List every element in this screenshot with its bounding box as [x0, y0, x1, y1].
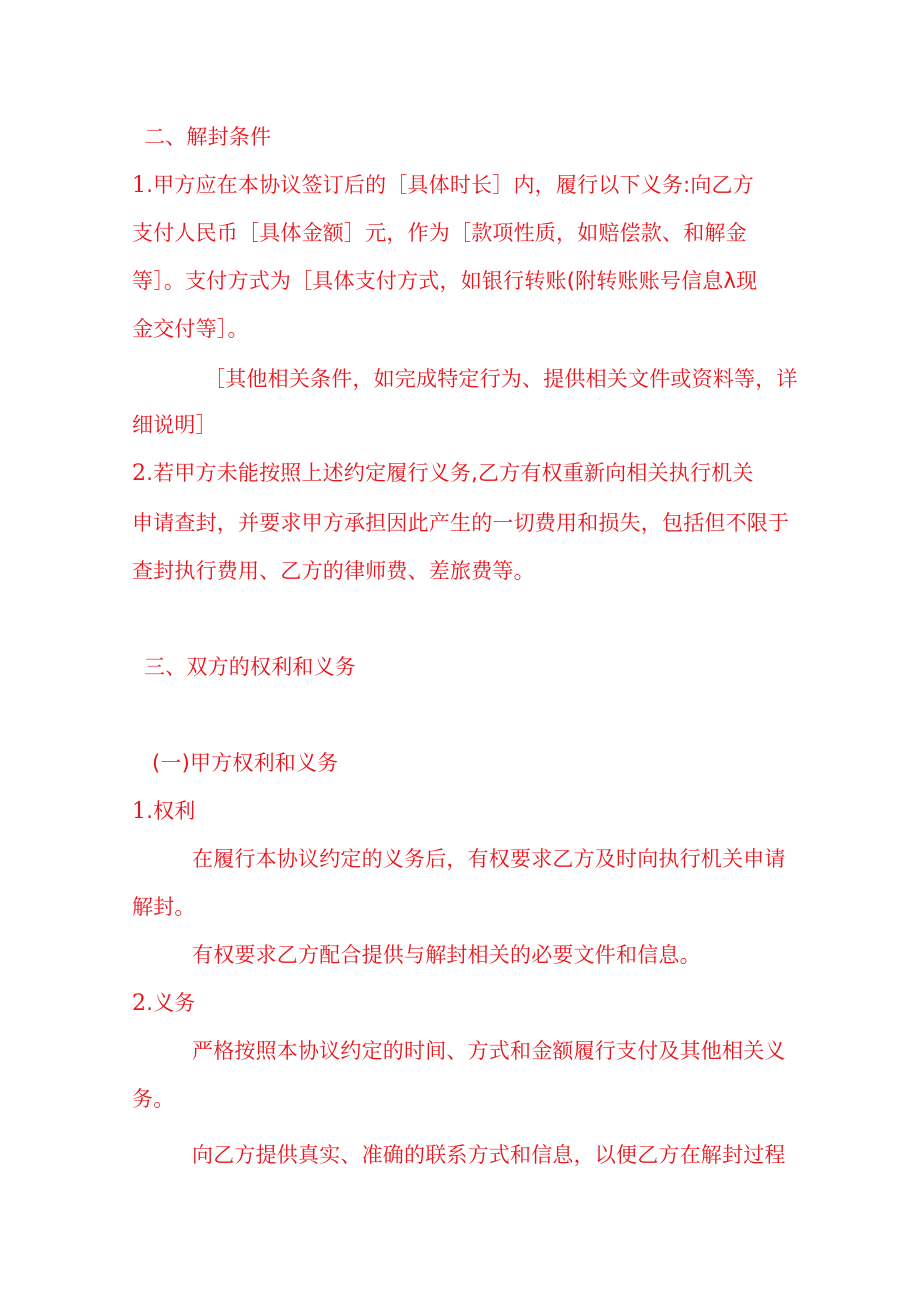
paragraph-line: ［其他相关条件，如完成特定行为、提供相关文件或资料等，详 [204, 367, 798, 391]
paragraph-line: 金交付等］。 [132, 317, 249, 341]
paragraph-line: 支付人民币［具体金额］元，作为［款项性质，如赔偿款、和解金 [132, 221, 747, 245]
paragraph-line: 等］。支付方式为［具体支付方式，如银行转账(附转账账号信息λ现 [132, 269, 758, 293]
section-heading-unsealing-conditions: 二、解封条件 [144, 125, 272, 149]
item-title-rights [132, 796, 195, 827]
line-text: .义务 [146, 991, 196, 1015]
line-text: .若甲方未能按照上述约定履行义务,乙方有权重新向相关执行机关 [146, 461, 754, 485]
paragraph-line: 细说明］ [132, 413, 217, 437]
paragraph-line: 查封执行费用、乙方的律师费、差旅费等。 [132, 559, 535, 583]
paragraph-line: 解封。 [132, 895, 196, 919]
paragraph-line [132, 170, 754, 201]
item-title-duties [132, 988, 195, 1019]
line-text: .权利 [146, 799, 196, 823]
paragraph-line: 在履行本协议约定的义务后，有权要求乙方及时向执行机关申请 [192, 847, 786, 871]
line-text: .甲方应在本协议签订后的［具体时长］内，履行以下义务:向乙方 [146, 173, 754, 197]
paragraph-line: 向乙方提供真实、准确的联系方式和信息，以便乙方在解封过程 [192, 1143, 786, 1167]
subsection-heading-party-a: (一)甲方权利和义务 [152, 751, 339, 775]
item-number: 1 [132, 799, 147, 824]
item-number: 2 [132, 461, 147, 486]
paragraph-line: 务。 [132, 1087, 175, 1111]
section-heading-rights-and-obligations: 三、双方的权利和义务 [144, 655, 356, 679]
paragraph-line: 申请查封，并要求甲方承担因此产生的一切费用和损失，包括但不限于 [132, 511, 790, 535]
paragraph-line: 有权要求乙方配合提供与解封相关的必要文件和信息。 [192, 943, 701, 967]
paragraph-line: 严格按照本协议约定的时间、方式和金额履行支付及其他相关义 [192, 1039, 786, 1063]
paragraph-line [132, 458, 754, 489]
item-number: 1 [132, 173, 147, 198]
item-number: 2 [132, 991, 147, 1016]
